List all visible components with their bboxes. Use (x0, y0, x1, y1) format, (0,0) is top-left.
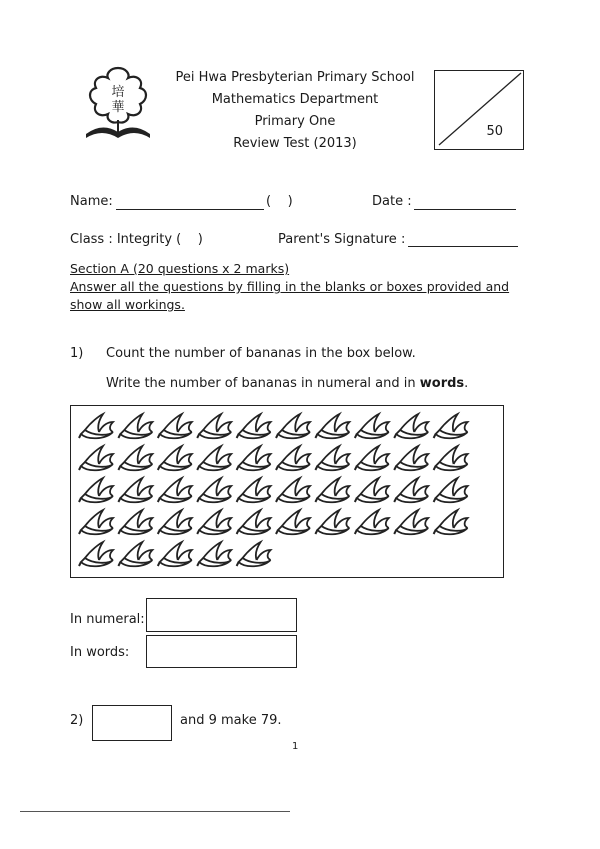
date-label: Date : (372, 194, 412, 209)
banana-icon (118, 510, 152, 534)
banana-icon (394, 478, 428, 502)
question-2-answer-box[interactable] (92, 705, 172, 741)
banana-icon (434, 414, 468, 438)
banana-icon (434, 478, 468, 502)
banana-icon (355, 446, 389, 470)
banana-icon (158, 446, 192, 470)
name-label: Name: (70, 194, 113, 209)
section-title: Section A (20 questions x 2 marks) (70, 261, 290, 276)
page-number: 1 (292, 741, 299, 752)
banana-icon (79, 478, 113, 502)
banana-icon (434, 446, 468, 470)
school-logo (80, 62, 156, 142)
banana-icon (276, 414, 310, 438)
banana-icon (237, 446, 271, 470)
banana-grid (71, 406, 503, 577)
svg-text:培: 培 (111, 85, 125, 100)
register-number-paren[interactable]: ( ) (266, 194, 293, 209)
banana-icon (79, 510, 113, 534)
score-box (434, 70, 524, 150)
signature-field[interactable] (408, 246, 518, 247)
banana-icon (276, 510, 310, 534)
banana-icon (355, 478, 389, 502)
banana-icon (237, 510, 271, 534)
banana-icon (79, 446, 113, 470)
question-1-number: 1) (70, 346, 84, 361)
banana-icon (394, 510, 428, 534)
level-label: Primary One (254, 114, 336, 129)
banana-icon (237, 542, 271, 566)
question-2-text: and 9 make 79. (180, 713, 282, 728)
banana-icon (315, 414, 349, 438)
question-1-keyword: words (419, 376, 465, 391)
banana-icon (276, 446, 310, 470)
banana-box (70, 405, 504, 578)
banana-icon (394, 446, 428, 470)
section-instruction-2: show all workings. (70, 297, 185, 312)
scan-edge-line (20, 811, 290, 812)
banana-icon (315, 478, 349, 502)
question-1-line-1: Count the number of bananas in the box below. (106, 346, 416, 361)
banana-icon (394, 414, 428, 438)
score-diagonal (435, 71, 523, 149)
question-2-number: 2) (70, 713, 84, 728)
banana-icon (197, 446, 231, 470)
banana-icon (434, 510, 468, 534)
question-1-line-2-prefix: Write the number of bananas in numeral and in (106, 376, 420, 391)
question-1-line-2-suffix: . (464, 376, 469, 391)
banana-icon (158, 478, 192, 502)
banana-icon (158, 414, 192, 438)
banana-icon (158, 510, 192, 534)
total-marks: 50 (486, 124, 503, 139)
department-name: Mathematics Department (211, 92, 379, 107)
class-label[interactable]: Class : Integrity ( ) (70, 232, 203, 247)
numeral-label: In numeral: (70, 612, 145, 627)
svg-text:華: 華 (111, 100, 125, 115)
banana-icon (158, 542, 192, 566)
banana-icon (237, 414, 271, 438)
banana-icon (355, 510, 389, 534)
banana-icon (237, 478, 271, 502)
banana-icon (355, 414, 389, 438)
banana-icon (197, 414, 231, 438)
banana-icon (118, 478, 152, 502)
words-label: In words: (70, 645, 130, 660)
banana-icon (118, 414, 152, 438)
banana-icon (118, 542, 152, 566)
words-answer-box[interactable] (146, 635, 297, 668)
numeral-answer-box[interactable] (146, 598, 297, 632)
banana-icon (315, 446, 349, 470)
section-instruction-1: Answer all the questions by filling in the blanks or boxes provided and (70, 279, 510, 294)
banana-icon (197, 510, 231, 534)
banana-icon (79, 414, 113, 438)
banana-icon (197, 542, 231, 566)
question-1-line-2 (106, 376, 468, 391)
name-field[interactable] (116, 209, 264, 210)
date-field[interactable] (414, 209, 516, 210)
banana-icon (276, 478, 310, 502)
test-title: Review Test (2013) (233, 136, 357, 151)
banana-icon (118, 446, 152, 470)
banana-icon (79, 542, 113, 566)
banana-icon (315, 510, 349, 534)
banana-icon (197, 478, 231, 502)
signature-label: Parent's Signature : (278, 232, 406, 247)
school-name: Pei Hwa Presbyterian Primary School (175, 70, 415, 85)
